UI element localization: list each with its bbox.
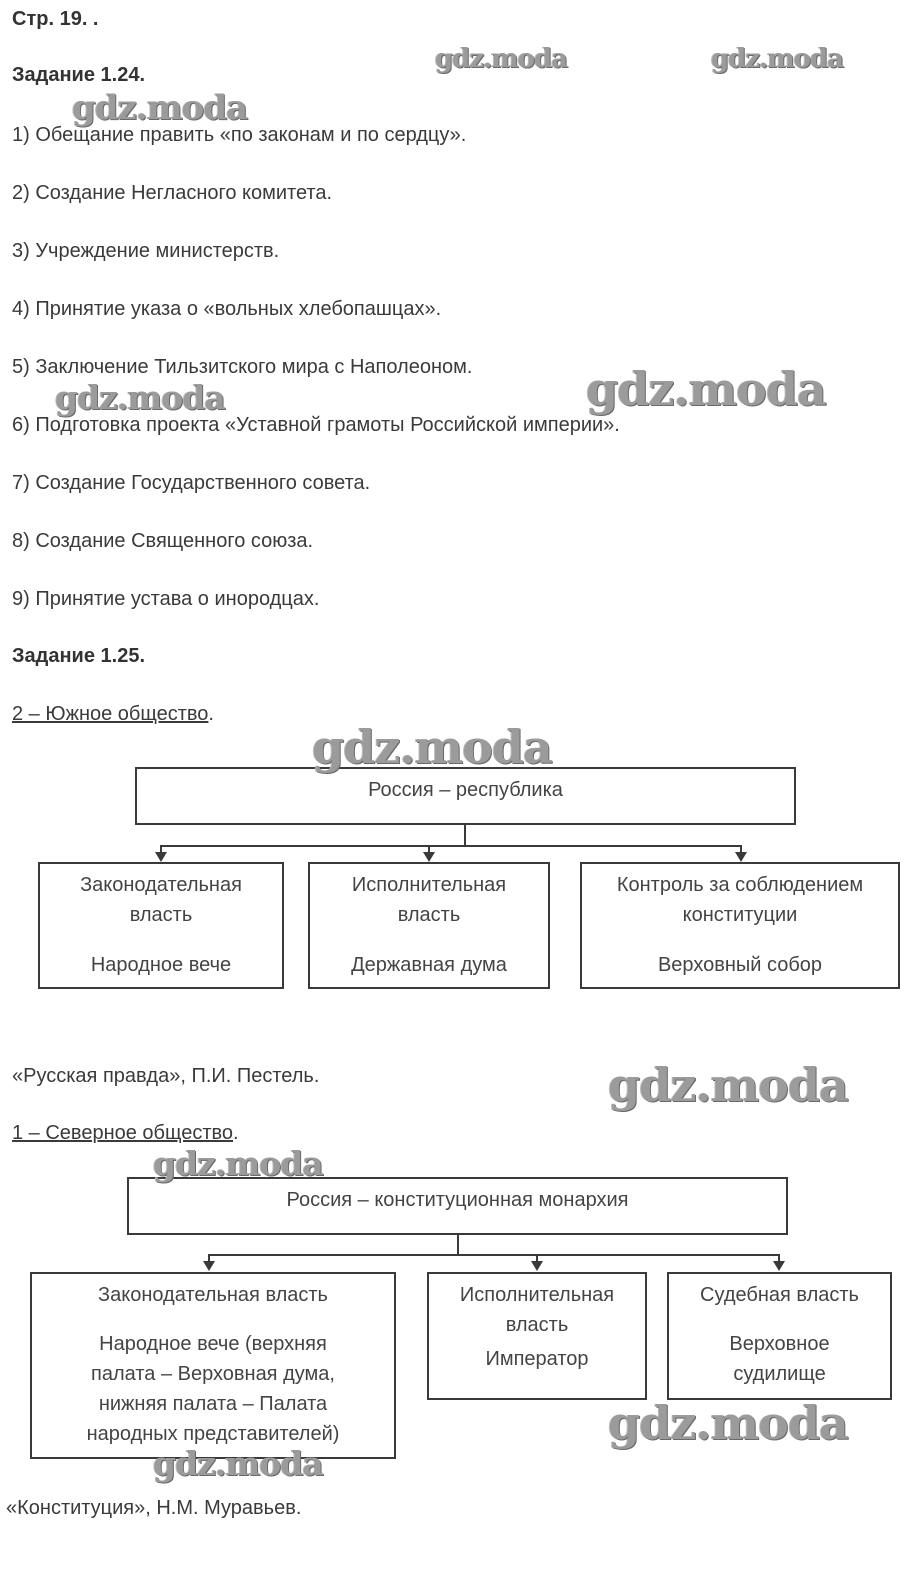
southern-root-box: Россия – республика <box>135 767 796 825</box>
arrow-down-icon <box>735 852 747 862</box>
list-item: 1) Обещание править «по законам и по сердцу». <box>12 124 467 146</box>
list-item: 4) Принятие указа о «вольных хлебопашцах». <box>12 298 442 320</box>
connector <box>464 825 466 846</box>
list-item: 8) Создание Священного союза. <box>12 530 314 552</box>
arrow-down-icon <box>203 1261 215 1271</box>
arrow-down-icon <box>773 1261 785 1271</box>
southern-branch-executive: Исполнительная власть Державная дума <box>308 862 550 989</box>
northern-branch-executive: Исполнительная власть Император <box>427 1272 647 1400</box>
southern-branch-control: Контроль за соблюдением конституции Верховный собор <box>580 862 900 989</box>
watermark: gdz.moda <box>586 362 826 416</box>
northern-source: «Конституция», Н.М. Муравьев. <box>6 1497 302 1519</box>
list-item: 2) Создание Негласного комитета. <box>12 182 333 204</box>
northern-branch-judicial: Судебная власть Верховное судилище <box>667 1272 892 1400</box>
watermark: gdz.moda <box>711 44 844 74</box>
watermark: gdz.moda <box>312 720 552 774</box>
watermark: gdz.moda <box>72 88 248 128</box>
northern-heading: 1 – Северное общество. <box>12 1122 239 1144</box>
watermark: gdz.moda <box>435 44 568 74</box>
list-item: 6) Подготовка проекта «Уставной грамоты Российской империи». <box>12 414 620 436</box>
list-item: 5) Заключение Тильзитского мира с Наполеоном. <box>12 356 473 378</box>
watermark: gdz.moda <box>153 1144 323 1183</box>
list-item: 3) Учреждение министерств. <box>12 240 280 262</box>
southern-heading-link: 2 – Южное общество <box>12 703 209 725</box>
arrow-down-icon <box>531 1261 543 1271</box>
southern-source: «Русская правда», П.И. Пестель. <box>12 1065 320 1087</box>
list-item: 7) Создание Государственного совета. <box>12 472 371 494</box>
arrow-down-icon <box>155 852 167 862</box>
watermark: gdz.moda <box>153 1444 323 1483</box>
connector <box>160 845 742 847</box>
southern-branch-legislative: Законодательная власть Народное вече <box>38 862 284 989</box>
northern-root-box: Россия – конституционная монархия <box>127 1177 788 1235</box>
watermark: gdz.moda <box>608 1058 848 1112</box>
northern-branch-legislative: Законодательная власть Народное вече (верхняя палата – Верховная дума, нижняя палата – Палата народных представителей) <box>30 1272 396 1459</box>
watermark: gdz.moda <box>55 378 225 417</box>
arrow-down-icon <box>423 852 435 862</box>
watermark: gdz.moda <box>608 1396 848 1450</box>
list-item: 9) Принятие устава о инородцах. <box>12 588 320 610</box>
connector <box>457 1235 459 1255</box>
task-125-title: Задание 1.25. <box>12 645 146 667</box>
page-header: Стр. 19. . <box>12 8 99 30</box>
southern-heading: 2 – Южное общество. <box>12 703 214 725</box>
task-124-title: Задание 1.24. <box>12 64 146 86</box>
northern-heading-link: 1 – Северное общество <box>12 1122 234 1144</box>
connector <box>208 1254 780 1256</box>
